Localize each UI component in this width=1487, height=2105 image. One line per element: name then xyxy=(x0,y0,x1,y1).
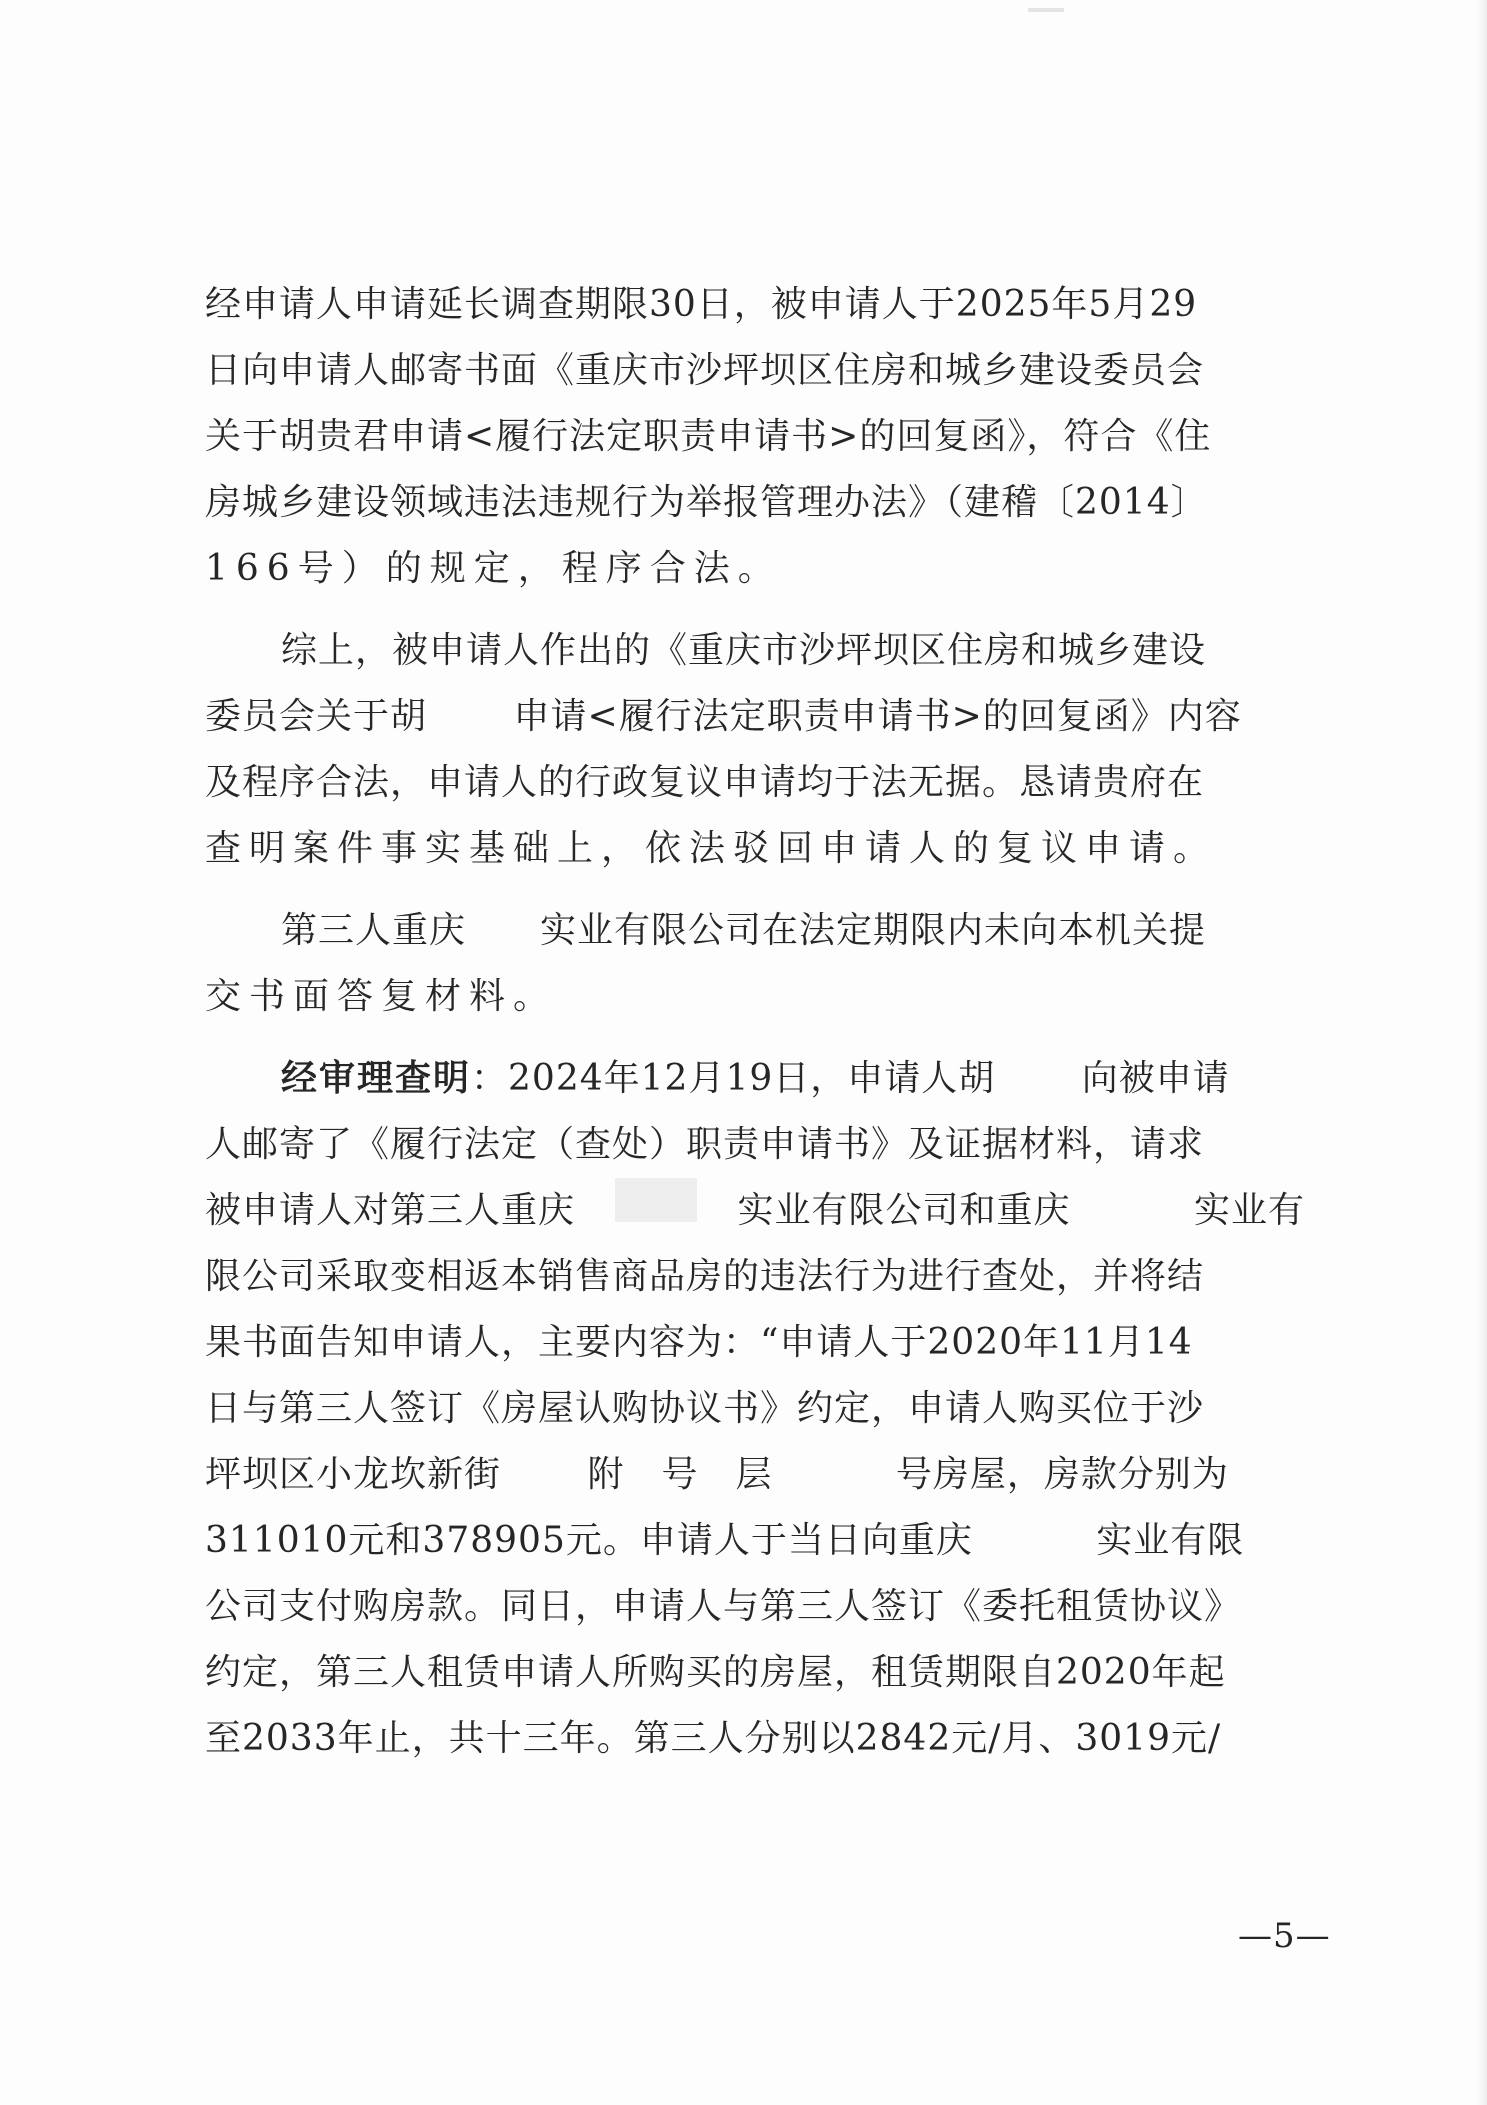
paragraph-line: 查明案件事实基础上，依法驳回申请人的复议申请。 xyxy=(205,828,1218,869)
paragraph-line: 果书面告知申请人，主要内容为：“申请人于2020年11月14 xyxy=(205,1322,1193,1363)
paragraph-line: 坪坝区小龙坎新街 附 号 层 号房屋，房款分别为 xyxy=(205,1454,1229,1495)
document-body xyxy=(205,272,1305,1772)
paragraph-line: 及程序合法，申请人的行政复议申请均于法无据。恳请贵府在 xyxy=(205,762,1205,803)
paragraph-line: 公司支付购房款。同日，申请人与第三人签订《委托租赁协议》 xyxy=(205,1586,1242,1627)
paragraph-line: 至2033年止，共十三年。第三人分别以2842元/月、3019元/ xyxy=(205,1718,1222,1759)
paragraph-line: 166号）的规定，程序合法。 xyxy=(205,548,782,589)
section-heading: 经审理查明 xyxy=(281,1058,472,1099)
paragraph-line: 交书面答复材料。 xyxy=(205,976,558,1017)
line-part: 被申请人对第三人重庆 xyxy=(205,1190,576,1231)
redaction-box xyxy=(615,1178,697,1222)
paragraph-line: 综上，被申请人作出的《重庆市沙坪坝区住房和城乡建设 xyxy=(281,630,1207,671)
line-part: 实业有限公司和重庆 实业有 xyxy=(737,1190,1305,1231)
scan-mark xyxy=(1028,8,1064,12)
paragraph-line: 关于胡贵君申请<履行法定职责申请书>的回复函》，符合《住 xyxy=(205,416,1212,457)
paragraph-line: 日与第三人签订《房屋认购协议书》约定，申请人购买位于沙 xyxy=(205,1388,1205,1429)
paragraph-line: 日向申请人邮寄书面《重庆市沙坪坝区住房和城乡建设委员会 xyxy=(205,350,1205,391)
paragraph-line: 约定，第三人租赁申请人所购买的房屋，租赁期限自2020年起 xyxy=(205,1652,1226,1693)
paragraph-line: 人邮寄了《履行法定（查处）职责申请书》及证据材料，请求 xyxy=(205,1124,1205,1165)
paragraph-line: 第三人重庆 实业有限公司在法定期限内未向本机关提 xyxy=(281,910,1207,951)
paragraph-line: 限公司采取变相返本销售商品房的违法行为进行查处，并将结 xyxy=(205,1256,1205,1297)
paragraph-line xyxy=(205,1046,1305,1112)
page-edge-shadow xyxy=(1477,0,1487,2105)
page-number: —5— xyxy=(1238,1916,1331,1956)
paragraph-line: 经申请人申请延长调查期限30日，被申请人于2025年5月29 xyxy=(205,284,1198,325)
heading-line-text: ：2024年12月19日，申请人胡 向被申请 xyxy=(471,1058,1230,1099)
paragraph-line: 委员会关于胡 申请<履行法定职责申请书>的回复函》内容 xyxy=(205,696,1242,737)
paragraph-line: 311010元和378905元。申请人于当日向重庆 实业有限 xyxy=(205,1520,1245,1561)
paragraph-line xyxy=(205,1178,1305,1244)
paragraph-line: 房城乡建设领域违法违规行为举报管理办法》（建稽〔2014〕 xyxy=(205,482,1208,523)
